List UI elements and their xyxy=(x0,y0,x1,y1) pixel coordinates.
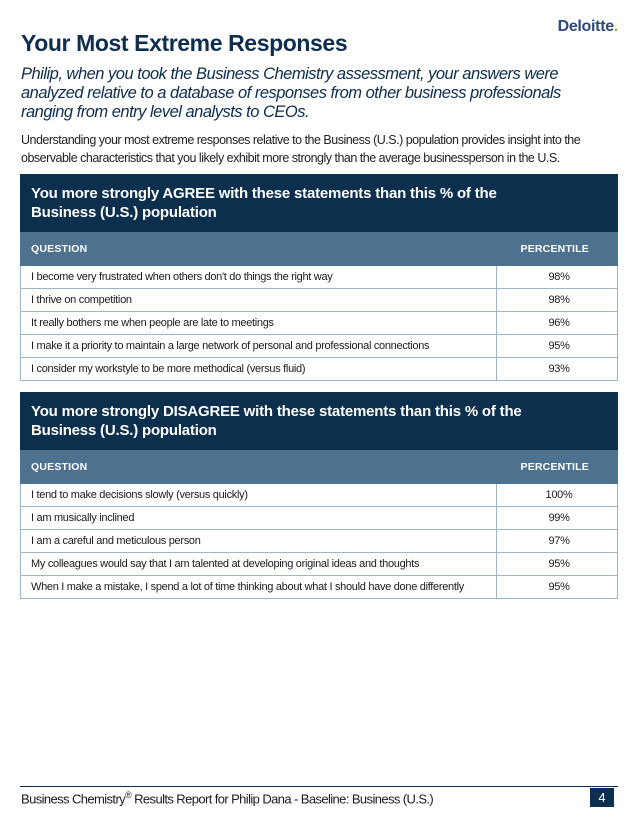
question-cell: I thrive on competition xyxy=(21,289,497,312)
question-cell: I am a careful and meticulous person xyxy=(21,530,497,553)
agree-section xyxy=(20,174,618,381)
page-title: Your Most Extreme Responses xyxy=(21,30,348,56)
question-cell: My colleagues would say that I am talented at developing original ideas and thoughts xyxy=(21,553,497,576)
percentile-cell: 98% xyxy=(497,289,618,312)
percentile-cell: 99% xyxy=(497,507,618,530)
table-header-row xyxy=(21,233,618,266)
percentile-cell: 95% xyxy=(497,335,618,358)
percentile-cell: 95% xyxy=(497,576,618,599)
table-row xyxy=(21,266,618,289)
disagree-section xyxy=(20,392,618,599)
footer-text: Business Chemistry® Results Report for Philip Dana - Baseline: Business (U.S.) xyxy=(21,790,434,807)
percentile-cell: 95% xyxy=(497,553,618,576)
table-row xyxy=(21,553,618,576)
table-header-row xyxy=(21,451,618,484)
question-cell: I become very frustrated when others don't do things the right way xyxy=(21,266,497,289)
table-row xyxy=(21,530,618,553)
percentile-cell: 96% xyxy=(497,312,618,335)
table-row xyxy=(21,576,618,599)
table-row xyxy=(21,507,618,530)
deloitte-logo: Deloitte. xyxy=(557,18,618,35)
disagree-table xyxy=(20,450,618,599)
table-row xyxy=(21,335,618,358)
intro-paragraph: Understanding your most extreme responses relative to the Business (U.S.) population provides insight into the observable characteristics that you likely exhibit more strongly than the average businessperson in the U.S. xyxy=(21,133,581,165)
disagree-section-heading: You more strongly DISAGREE with these statements than this % of the Business (U.S.) population xyxy=(20,392,618,450)
question-cell: It really bothers me when people are late to meetings xyxy=(21,312,497,335)
column-header-question: QUESTION xyxy=(21,451,497,484)
footer-divider xyxy=(20,786,618,787)
table-row xyxy=(21,289,618,312)
column-header-percentile: PERCENTILE xyxy=(497,233,618,266)
agree-table xyxy=(20,232,618,381)
page-subtitle: Philip, when you took the Business Chemistry assessment, your answers were analyzed relative to a database of responses from other business professionals ranging from entry level analysts to CEOs. xyxy=(21,65,561,121)
column-header-percentile: PERCENTILE xyxy=(497,451,618,484)
column-header-question: QUESTION xyxy=(21,233,497,266)
agree-section-heading: You more strongly AGREE with these statements than this % of the Business (U.S.) population xyxy=(20,174,618,232)
question-cell: I make it a priority to maintain a large network of personal and professional connections xyxy=(21,335,497,358)
percentile-cell: 97% xyxy=(497,530,618,553)
table-row xyxy=(21,484,618,507)
percentile-cell: 93% xyxy=(497,358,618,381)
registered-mark: ® xyxy=(125,790,132,800)
question-cell: I consider my workstyle to be more methodical (versus fluid) xyxy=(21,358,497,381)
question-cell: When I make a mistake, I spend a lot of time thinking about what I should have done differently xyxy=(21,576,497,599)
percentile-cell: 98% xyxy=(497,266,618,289)
table-row xyxy=(21,312,618,335)
question-cell: I am musically inclined xyxy=(21,507,497,530)
percentile-cell: 100% xyxy=(497,484,618,507)
table-row xyxy=(21,358,618,381)
question-cell: I tend to make decisions slowly (versus quickly) xyxy=(21,484,497,507)
page-number: 4 xyxy=(590,788,614,807)
